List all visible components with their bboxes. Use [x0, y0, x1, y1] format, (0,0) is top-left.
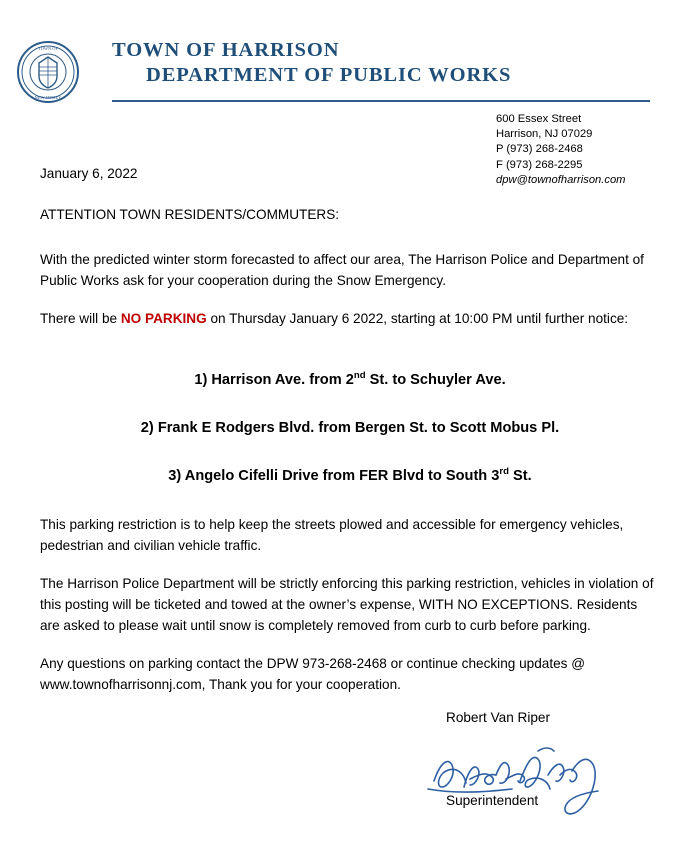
address-street: 600 Essex Street [496, 113, 582, 125]
paragraph-intro: With the predicted winter storm forecasted to affect our area, The Harrison Police and Department of Public Works ask for your cooperation during the Snow Emergency. [40, 252, 644, 288]
fax-number: F (973) 268-2295 [496, 158, 583, 171]
svg-text:TOWN OF: TOWN OF [38, 46, 58, 51]
restriction-3-ordinal: rd [499, 466, 509, 478]
attention-line: ATTENTION TOWN RESIDENTS/COMMUTERS: [40, 207, 340, 222]
org-line-1: TOWN OF HARRISON [112, 39, 340, 61]
restriction-3-suffix: St. [508, 468, 532, 484]
org-line-2: DEPARTMENT OF PUBLIC WORKS [146, 64, 512, 86]
restriction-1-ordinal: nd [353, 370, 366, 382]
restriction-item-3 [40, 466, 660, 487]
restriction-item-2 [40, 418, 660, 439]
restriction-2-prefix: 2) Frank E Rodgers Blvd. from Bergen St. to Scott Mobus Pl. [140, 420, 560, 436]
address-city-state-zip: Harrison, NJ 07029 [496, 128, 593, 141]
paragraph-no-parking [40, 308, 660, 329]
restriction-1-prefix: 1) Harrison Ave. from 2 [194, 372, 354, 388]
organization-name [112, 38, 652, 88]
svg-text:NEW JERSEY: NEW JERSEY [34, 95, 62, 100]
town-seal-icon [16, 40, 80, 104]
letter-date: January 6, 2022 [40, 166, 138, 181]
restriction-item-1 [40, 370, 660, 391]
paragraph-contact: Any questions on parking contact the DPW 973-268-2468 or continue checking updates @ www.townofharrisonnj.com, Thank you for your cooperation. [40, 656, 586, 692]
signer-name: Robert Van Riper [446, 710, 551, 725]
restriction-3-prefix: 3) Angelo Cifelli Drive from FER Blvd to South 3 [168, 468, 500, 484]
paragraph-purpose: This parking restriction is to help keep the streets plowed and accessible for emergency vehicles, pedestrian and civilian vehicle traffic. [40, 517, 624, 553]
no-parking-after: on Thursday January 6 2022, starting at 10:00 PM until further notice: [206, 311, 629, 326]
email-address: dpw@townofharrison.com [496, 173, 626, 186]
phone-number: P (973) 268-2468 [496, 143, 583, 156]
paragraph-enforcement: The Harrison Police Department will be strictly enforcing this parking restriction, vehicles in violation of this posting will be ticketed and towed at the owner’s expense, WITH NO EXCEPTIONS. Residents are asked to please wait until snow is completely removed from curb to curb before parking. [40, 576, 654, 633]
signer-title: Superintendent [446, 793, 539, 808]
no-parking-before: There will be [40, 311, 121, 326]
no-parking-emphasis: NO PARKING [120, 311, 207, 326]
restriction-1-suffix: St. to Schuyler Ave. [365, 372, 506, 388]
header-divider [112, 100, 650, 102]
letterhead [0, 38, 699, 108]
letter-body [40, 163, 660, 712]
